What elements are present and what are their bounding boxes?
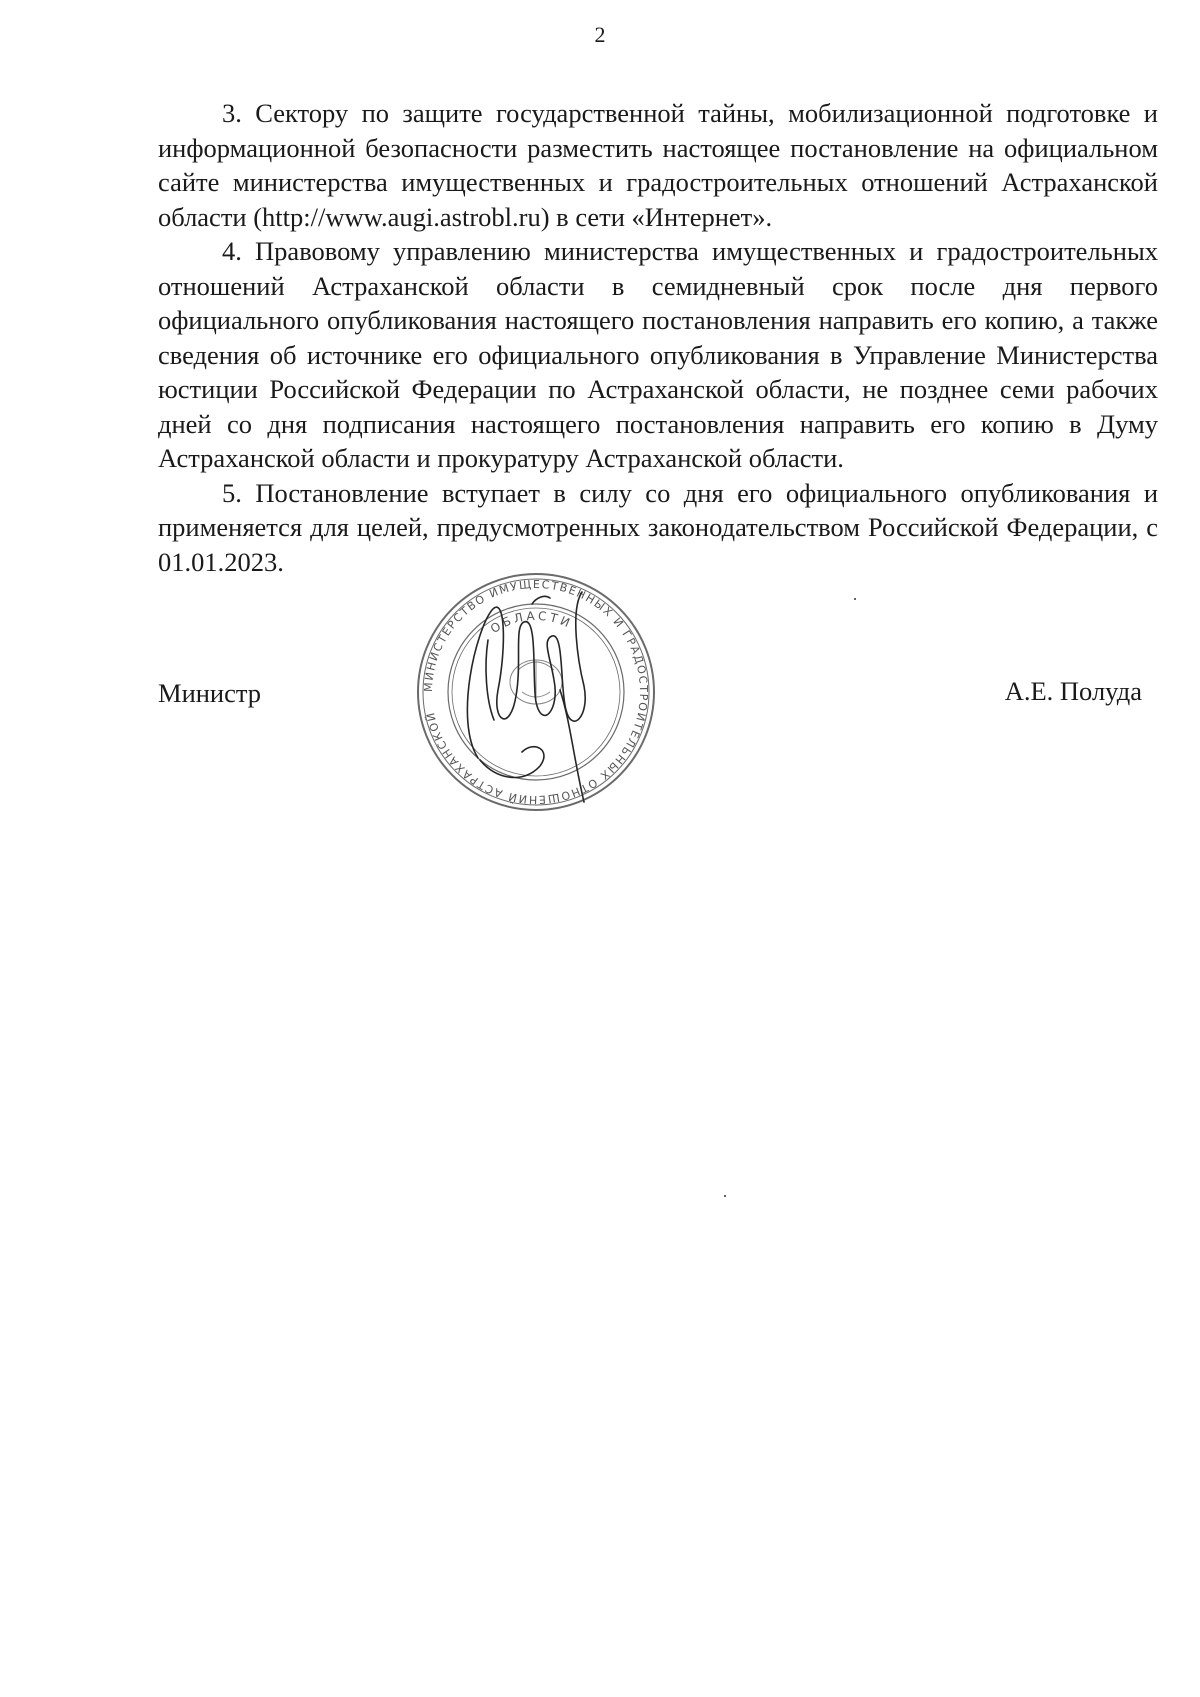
paragraph-3: 3. Сектору по защите государственной тайны, мобилизационной подготовке и информационной безопасности разместить настоящее постановление на официальном сайте министерства имущественных и градостроительных отношений Астраханской области (http://www.augi.astrobl.ru) в сети «Интернет». xyxy=(158,98,1158,232)
paragraph-4: 4. Правовому управлению министерства имущественных и градостроительных отношений Астраханской области в семидневный срок после дня первого официального опубликования настоящего постановления направить его копию, а также сведения об источнике его официального опубликования в Управление Министерства юстиции Российской Федерации по Астраханской области, не позднее семи рабочих дней со дня подписания настоящего постановления направить его копию в Думу Астраханской области и прокуратуру Астраханской области. xyxy=(158,236,1158,473)
scan-speck xyxy=(724,1195,726,1197)
document-body xyxy=(158,96,1158,579)
page-number: 2 xyxy=(594,22,606,47)
signatory-name: А.Е. Полуда xyxy=(1004,676,1142,706)
seal-inner-text: ОБЛАСТИ xyxy=(487,608,575,637)
signatory-title: Министр xyxy=(158,678,262,708)
paragraph-5: 5. Постановление вступает в силу со дня его официального опубликования и применяется для целей, предусмотренных законодательством Российской Федерации, с 01.01.2023. xyxy=(158,477,1158,577)
scan-speck xyxy=(854,598,856,600)
official-seal-stamp xyxy=(414,570,658,814)
seal-outer-text: МИНИСТЕРСТВО ИМУЩЕСТВЕННЫХ И ГРАДОСТРОИТЕЛЬНЫХ ОТНОШЕНИЙ АСТРАХАНСКОЙ xyxy=(421,577,651,807)
